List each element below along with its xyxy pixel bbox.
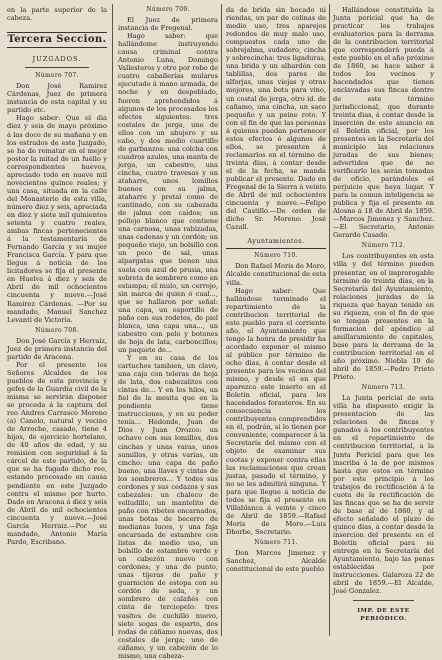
column-4 — [333, 6, 434, 623]
notice-body: Hago saber: Que hallándose terminado el repartimiento de la contribucion territorial de este pueblo para el corriente año, el Ayuntamiento que tengo la honra de presidir ha acordado exponer el mismo al público por término de ocho dias, á contar desde el presente para los vecinos del mismo, y desde el en que aparezca este inserto en el Boletin oficial, para los hacendados forasteros. En su consecuencia los contribuyentes comprendidos en él, podrán, si lo tienen por conveniente, comparecer á la Secretaría del mismo con el objeto de examinar sus cuotas y exponer contra ellas las reclamaciones que crean justas, pasado el término, y no se les admitirá ninguna. Y para que llegue á noticia de todos se fija el presente en Villablanca á veinte y cinco de Abril de 1859.—Rafael Moris de Moro.—Luis Dhorbe, Secretario. — [226, 286, 326, 536]
notice-number: Número 708. — [35, 326, 79, 334]
imprint: IMP. DE ESTE PERIÓDICO. — [357, 608, 410, 623]
notice-body: La Junta pericial de esta villa ha dispuesto exigir la presentacion de las relaciones de fincas y ganados á los contribuyentes en el repartimiento de contribucion territorial, a la Junta Pericial para que les inscriba á la de por mismos hasta que estos en término por este principio á los trabajos de rectificación á la cuota de la rectificación de las fincas que se ha de servir de base al de 1860, y al efecto señalado el plazo de quince dias, á contar desde la insercion del presente en el Boletín oficial para su entrega en la Secretaría del Ayuntamiento, bajo las penas establecidas por instrucciones. Galaroza 22 de abril de 1859.—El Alcalde, José Gonzalez. — [333, 394, 434, 596]
notice-number: Número 712. — [361, 242, 406, 250]
notice-heading: Don Marcos Jimenez y Sanchez, Alcalde constitucional de este pueblo — [226, 549, 326, 574]
column-divider — [329, 4, 330, 636]
notice-heading: El Juez de primera instancia de Fregenal. — [118, 16, 218, 33]
notice-number: Número 710. — [254, 252, 298, 260]
column-2 — [118, 6, 218, 660]
notice-number: Número 707. — [35, 72, 79, 80]
notice-number: Número 713. — [361, 384, 406, 392]
continued-text: en la parte superior de la cabeza. — [7, 6, 107, 23]
section-subtitle: Ayuntamientos. — [226, 237, 326, 249]
column-divider — [221, 4, 222, 636]
notice-heading: Don José García y Herraiz, Juez de primera instancia del partido de Aracena. — [7, 336, 107, 361]
notice-heading: Don José Ramirez Cárdenas, Juez de primera instancia de esta capital y su partido etc. — [7, 82, 107, 115]
column-divider — [112, 4, 113, 636]
notice-number: Número 709. — [146, 6, 190, 13]
notice-body: Los contribuyentes en esta villa y del término pueden presentar, en el improrogable término de treinta dias, en la Secretaría del Ayuntamiento, relaciones juradas de la riqueza que hayan tenido en su riqueza, con el fin de que se tengan presentes en la formacion del apéndice al amillaramiento de capitales, base para la derrama de la contribucion territorial en el año próximo. Niebla 19 de abril de 1859.—Pedro Prieto Prieto. — [333, 252, 434, 382]
notice-body: Hago saber: que hallándome instruyendo causa criminal contra Antonio Luna, Domingo Vallesteros y otro por robo de cuatro caballerías mulares ejecutado á mano armada, de noche y en despoblado, fueron aprehendidos á algunos de los procesados los efectos siguientes: tres costales de jerga, uno de ellos con un abujero y su cabo, y dos medio cuartillo de garbanzos: una colcha con cuadros azules, una manta de jerga, un cabestro, una cincha, cuatro travesas y un ataharre, unos lomillos buenos con su jalma, ataharre y pretal como de cantinado, con su cabezada de jalma con caídos; un pellejo blanco que contiene una carnosa, unas rabizadas, unas cadenas y un cordón; un pequeño viejo, un bolsillo con un poco de sal, unas alpargatas que tienen una suela con azul de prusia, una sobreta de sombrero como en estampa; el mulo, un cerrojo, sin marca de quien ó cual..., que se hallaron por señal: una capa, un esportillo de paño con sus rodetes, de piel blanca, una capa una..., un cabestro con pelo y botones de hoja de lata, carboncillos; un paquete de... — [118, 32, 218, 354]
column-3 — [226, 6, 326, 573]
notice-number: Número 711. — [254, 539, 298, 546]
notice-body: Hallándose constituida la Junta pericial que ha de practicar los trabajos evaluatorios para la derrama de la contribucion territorial que corresponderá pueda á este pueblo en el año próximo de 1860, se hace saber á todos los vecinos y hacendados que tienen enclavadas sus fincas dentro de este término jurisdiccional, que durante treinta dias, á contar desde la inserción de este anuncio en el Boletin oficial, por los presentes en la Secretaría del municipio las relaciones juradas de sus bienes; advertidos que de no verificarlo les serán tomadas de oficio, parándoles el perjuicio que haya lugar. Y para la comun inteligencia se publica y fija el presente en Alosno á 18 de Abril de 1859.—Marcos Jimenez y Sanchez.—El Secretario, Antonio Gerardo Casado. — [333, 6, 434, 240]
section-title: Tercera Seccion. — [7, 32, 107, 48]
notice-body: Por el presente los Señores Alcaldes de los pueblos de esta provincia y gefes de la Guardia civil de la misma se servirán disponer se proceda á la captura del reo Andres Carrasco Moreno (a) Canelo, natural y vecino de Arroche, casado, tiene 4 hijos, de ejercicio hortelano, de 40 años de edad, y su remision con seguridad á la cárcel de este partido, de la que se ha fugado dicho reo, estando procesado en causa pendiente en este Juzgado contra el mismo por hurto. Dado en Aracena á diez y seis de Abril de mil ochocientos cincuenta y nueve.—José García Herraiz.—Por su mandado, Antonio María Pardo, Escribano. — [7, 360, 107, 546]
section-subtitle: JUZGADOS. — [32, 55, 82, 64]
notice-body: Y en su casa de los cartuchos tambien, un clavo, una caja con teleras de hoja de lata, dos cabezalitos con cintas de... Y en los hilos, un fiel de la mesita que en la pendiente tiene instrucciones, y en su poder tenía... Hédonde, Juan de Dios y Juan Orozco: un ochavo con sus lomillos, dos cinchas y unas varas, unos sumillos, y otras varias, un cincho: una capa de paño bueno, una llaves y cintas de los sombreros... Y todos sus cordones y sus cedazos y sus cabezales: un chaleco de velludillo, un mantelito de paño con ribetes encarnados, unas botas de becerro de medianas luces, y una faja encarnada de estambre con listas de medio uso, un bolsillo de estambre verde y un cabezón nuevo con cordones; y una de punto, unas tijeras de paño y guarnición de estopa con su cordón de seda, y un sombrero de calañés con cinta de terciopelo: tres vasitos de cuchillo nuevo, siete sogas de esparto, dos rodas de cáñamo nuevas, dos costales de jerga; uno de cáñamo, y un cabezón de lo mismo, una cabeza- — [118, 354, 218, 660]
column-1 — [7, 6, 107, 546]
divider — [25, 67, 89, 68]
notice-heading: Don Rafael Moris de Moro, Alcalde constitucional de esta villa. — [226, 262, 327, 287]
divider — [353, 600, 414, 601]
continued-text: da de brida sin bocado ni riendas, un par de colinas de medio uso, tres aparejos redondos de muy malo uso, compuestos cada uno de sobrejalma, sudadero, cincha y sobrecincha: tres ligaduras, una brida y un albardón con tablillas, dos pares de alforjas, unas viejas y otras mejores, una bota para vino, un costal de jerga, otro id. de cañamo, una cincha, un saco pequeño y un peine roto. Y con el fin de que las personas á quienes puedan pertenecer estos efectos ó algunos de ellos, se presenten á reclamarlos en el término de treinta dias, á contar desde el de la fecha, se manda publicar el presente. Dado en Fregenal de la Sierra á veinte de Abril de mil ochocientos cincuenta y nueve.—Felipe del Castillo.—De orden de dicho Sr. Moreno: José Cazall. — [226, 6, 326, 232]
notice-body: Hago saber: Que el dia diez y seis de mayo próximo á las doce de su mañana y en los estrados de este Juzgado, se ha de rematar en el mejor postor la mitad de un fuéllo y correspondientes huevos, apreciado todo en nueve mil novecientos quince reales; y una casa, situada en la calle del Monasterio de esta villa, número diez y seis, apreciada en diez y siete mil quinientos setenta y cuatro reales, ambas fincas pertenecientes á la testamentaría de Fernando García y su mujer Francisca García. Y para que llegue á noticia de los licitadores se fija el presente en Huelva á diez y seis de Abril de mil ochocientos cincuenta y nueve.—José Ramirez Cárdenas. —Por su mandado, Manuel Sanchez Levanti de Victoria. — [7, 114, 107, 324]
